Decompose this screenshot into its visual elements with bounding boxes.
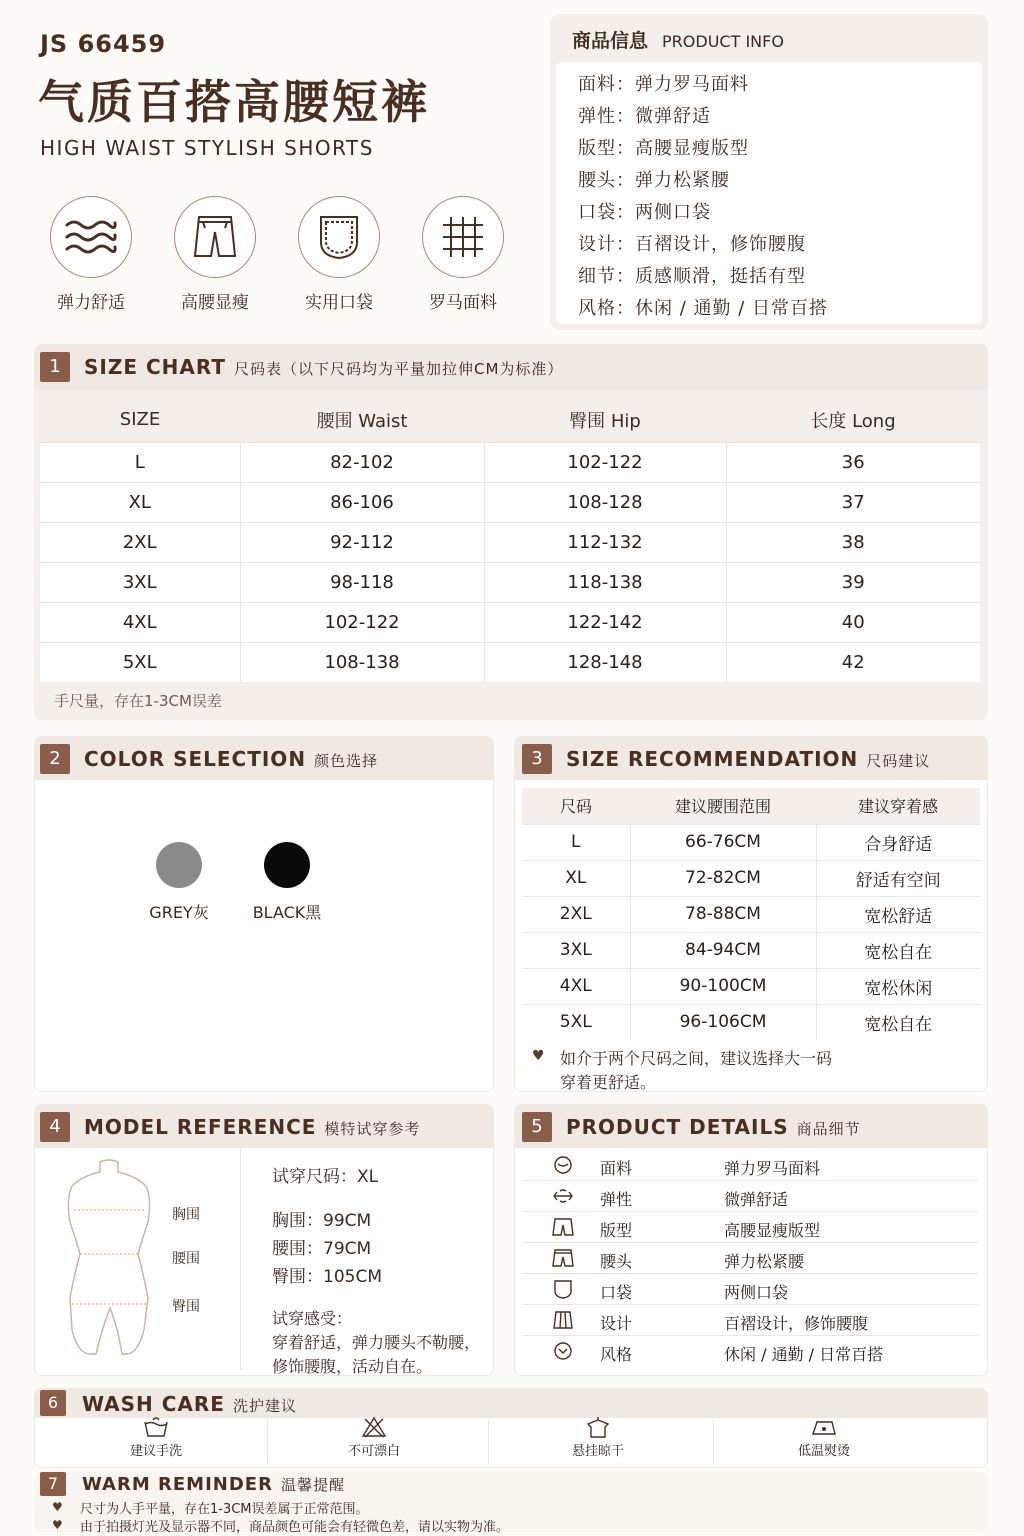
fabric-icon xyxy=(552,1155,574,1175)
detail-key: 面料 xyxy=(600,1159,633,1178)
table-header-row xyxy=(40,398,980,442)
table-cell: 108-138 xyxy=(240,642,484,682)
table-cell: 112-132 xyxy=(484,522,726,562)
style-icon xyxy=(552,1341,574,1361)
section-title-en: MODEL REFERENCE xyxy=(84,1115,317,1139)
feature-label: 高腰显瘦 xyxy=(181,293,249,313)
wash-label: 建议手洗 xyxy=(129,1444,182,1459)
feature-high-waist xyxy=(160,196,270,313)
section-title xyxy=(82,1474,345,1495)
detail-row xyxy=(522,1305,978,1336)
heart-icon: ♥ xyxy=(52,1518,63,1532)
detail-row xyxy=(522,1274,978,1305)
section-title-cn: 洗护建议 xyxy=(232,1397,297,1415)
table-cell: 92-112 xyxy=(240,522,484,562)
size-chart-table xyxy=(40,398,980,682)
table-row xyxy=(40,562,980,602)
table-row xyxy=(40,442,980,482)
color-label-black: BLACK黑 xyxy=(252,903,322,922)
shorts-icon xyxy=(552,1217,574,1237)
detail-key: 弹性 xyxy=(600,1190,633,1209)
info-row: 版型：高腰显瘦版型 xyxy=(578,138,749,159)
wash-label: 不可漂白 xyxy=(347,1444,400,1459)
wash-label: 悬挂晾干 xyxy=(571,1444,624,1459)
detail-row xyxy=(522,1336,978,1367)
table-cell: 42 xyxy=(726,642,980,682)
mannequin-icon xyxy=(62,1158,156,1364)
wash-item-hang-dry xyxy=(488,1416,708,1459)
table-cell: 2XL xyxy=(40,522,240,562)
table-row xyxy=(40,522,980,562)
table-row xyxy=(522,932,980,968)
table-cell: 宽松自在 xyxy=(816,1004,980,1040)
table-cell: L xyxy=(40,442,240,482)
section-title xyxy=(566,1115,861,1139)
feature-pocket xyxy=(284,196,394,313)
table-header: 建议穿着感 xyxy=(816,788,980,824)
table-cell: 102-122 xyxy=(240,602,484,642)
feature-label: 弹力舒适 xyxy=(57,293,125,313)
table-cell: 82-102 xyxy=(240,442,484,482)
table-cell: 96-106CM xyxy=(630,1004,816,1040)
table-row xyxy=(522,860,980,896)
table-cell: 122-142 xyxy=(484,602,726,642)
wave-icon xyxy=(50,196,132,278)
detail-key: 口袋 xyxy=(600,1283,633,1302)
section-title-cn: 模特试穿参考 xyxy=(324,1120,421,1138)
fabric-weave-icon xyxy=(422,196,504,278)
section-title xyxy=(82,1392,297,1416)
shorts-icon xyxy=(174,196,256,278)
detail-value: 微弹舒适 xyxy=(724,1190,789,1209)
detail-value: 百褶设计，修饰腰腹 xyxy=(724,1314,869,1333)
low-iron-icon xyxy=(810,1416,838,1438)
section-number: 4 xyxy=(40,1112,70,1142)
table-row xyxy=(40,642,980,682)
table-cell: 84-94CM xyxy=(630,932,816,968)
info-row: 弹性：微弹舒适 xyxy=(578,106,711,127)
table-row xyxy=(522,1004,980,1040)
section-title-en: WARM REMINDER xyxy=(82,1474,273,1495)
heart-icon: ♥ xyxy=(532,1048,545,1064)
detail-value: 弹力罗马面料 xyxy=(724,1159,821,1178)
info-row: 细节：质感顺滑，挺括有型 xyxy=(578,266,806,287)
section-number: 1 xyxy=(40,352,70,382)
detail-key: 腰头 xyxy=(600,1252,633,1271)
table-cell: 66-76CM xyxy=(630,824,816,860)
pleat-icon xyxy=(552,1310,574,1330)
table-cell: 98-118 xyxy=(240,562,484,602)
feature-label: 罗马面料 xyxy=(429,293,497,313)
table-cell: 5XL xyxy=(40,642,240,682)
table-header-row xyxy=(522,788,980,824)
table-cell: 118-138 xyxy=(484,562,726,602)
section-title-cn: 温馨提醒 xyxy=(280,1476,345,1494)
table-cell: 128-148 xyxy=(484,642,726,682)
feature-stretch xyxy=(36,196,146,313)
info-row: 口袋：两侧口袋 xyxy=(578,202,711,223)
table-cell: 102-122 xyxy=(484,442,726,482)
detail-row xyxy=(522,1181,978,1212)
reminder-line: 尺寸为人手平量，存在1-3CM误差属于正常范围。 xyxy=(80,1502,369,1517)
table-cell: 3XL xyxy=(522,932,630,968)
table-cell: 40 xyxy=(726,602,980,642)
wash-item-low-iron xyxy=(714,1416,934,1459)
sku-code: JS 66459 xyxy=(40,30,167,58)
table-cell: 72-82CM xyxy=(630,860,816,896)
section-number: 5 xyxy=(522,1112,552,1142)
table-cell: 宽松休闲 xyxy=(816,968,980,1004)
color-swatch-black[interactable] xyxy=(264,842,310,888)
wash-label: 低温熨烫 xyxy=(797,1444,850,1459)
table-row xyxy=(522,824,980,860)
table-cell: 36 xyxy=(726,442,980,482)
section-title-en: WASH CARE xyxy=(82,1392,225,1416)
section-title-cn: 颜色选择 xyxy=(314,752,379,770)
feature-fabric xyxy=(408,196,518,313)
feature-label: 实用口袋 xyxy=(305,293,373,313)
table-header: 建议腰围范围 xyxy=(630,788,816,824)
pocket-icon xyxy=(298,196,380,278)
size-recommendation-table xyxy=(522,788,980,1040)
table-cell: XL xyxy=(522,860,630,896)
product-info-title-en: PRODUCT INFO xyxy=(662,32,784,51)
table-row xyxy=(522,968,980,1004)
pocket-icon xyxy=(552,1279,574,1299)
detail-key: 设计 xyxy=(600,1314,633,1333)
table-cell: 108-128 xyxy=(484,482,726,522)
section-title-en: SIZE CHART xyxy=(84,355,227,379)
table-cell: 78-88CM xyxy=(630,896,816,932)
model-bust: 胸围：99CM xyxy=(272,1211,372,1231)
table-header: 长度 Long xyxy=(726,398,980,442)
detail-row xyxy=(522,1212,978,1243)
table-cell: 3XL xyxy=(40,562,240,602)
detail-value: 两侧口袋 xyxy=(724,1283,789,1302)
table-header: 尺码 xyxy=(522,788,630,824)
section-title-cn: 尺码建议 xyxy=(866,752,931,770)
heart-icon: ♥ xyxy=(52,1500,63,1514)
table-cell: 38 xyxy=(726,522,980,562)
table-header: 腰围 Waist xyxy=(240,398,484,442)
model-feel-line2: 修饰腰腹，活动自在。 xyxy=(272,1357,433,1376)
wash-item-no-bleach xyxy=(264,1416,484,1459)
model-hip: 臀围：105CM xyxy=(272,1267,382,1287)
table-cell: 37 xyxy=(726,482,980,522)
table-cell: 合身舒适 xyxy=(816,824,980,860)
section-title-en: SIZE RECOMMENDATION xyxy=(566,747,859,771)
stretch-icon xyxy=(552,1186,574,1206)
detail-value: 休闲 / 通勤 / 日常百搭 xyxy=(724,1345,884,1364)
section-title xyxy=(84,1115,420,1139)
product-subtitle: HIGH WAIST STYLISH SHORTS xyxy=(40,136,374,160)
model-waist: 腰围：79CM xyxy=(272,1239,372,1259)
info-row: 腰头：弹力松紧腰 xyxy=(578,170,730,191)
waistband-icon xyxy=(552,1248,574,1268)
section-number: 2 xyxy=(40,744,70,774)
table-cell: 39 xyxy=(726,562,980,602)
no-bleach-icon xyxy=(361,1416,387,1438)
detail-value: 弹力松紧腰 xyxy=(724,1252,805,1271)
section-title-cn: 商品细节 xyxy=(796,1120,861,1138)
model-feel-line1: 穿着舒适，弹力腰头不勒腰， xyxy=(272,1333,481,1352)
mannequin-label-waist: 腰围 xyxy=(172,1251,200,1267)
section-title-cn: 尺码表（以下尺码均为平量加拉伸CM为标准） xyxy=(234,360,564,378)
section-title xyxy=(566,747,930,771)
model-feel-title: 试穿感受： xyxy=(272,1309,353,1328)
product-info-heading xyxy=(572,26,784,53)
table-cell: 宽松舒适 xyxy=(816,896,980,932)
table-cell: XL xyxy=(40,482,240,522)
table-cell: 4XL xyxy=(40,602,240,642)
color-swatch-grey[interactable] xyxy=(156,842,202,888)
table-cell: 5XL xyxy=(522,1004,630,1040)
info-row: 风格：休闲 / 通勤 / 日常百搭 xyxy=(578,298,829,319)
table-cell: 舒适有空间 xyxy=(816,860,980,896)
detail-key: 风格 xyxy=(600,1345,633,1364)
model-divider xyxy=(240,1148,241,1370)
table-row xyxy=(522,896,980,932)
table-cell: 宽松自在 xyxy=(816,932,980,968)
detail-row xyxy=(522,1150,978,1181)
model-try-size: 试穿尺码：XL xyxy=(272,1167,379,1187)
size-rec-note-line2: 穿着更舒适。 xyxy=(560,1073,657,1092)
detail-row xyxy=(522,1243,978,1274)
table-row xyxy=(40,482,980,522)
table-cell: 90-100CM xyxy=(630,968,816,1004)
section-title xyxy=(84,355,563,379)
detail-key: 版型 xyxy=(600,1221,633,1240)
product-info-title-cn: 商品信息 xyxy=(572,30,649,52)
table-header: SIZE xyxy=(40,398,240,442)
section-title xyxy=(84,747,378,771)
table-cell: 86-106 xyxy=(240,482,484,522)
size-rec-note-line1: 如介于两个尺码之间，建议选择大一码 xyxy=(560,1049,833,1068)
detail-value: 高腰显瘦版型 xyxy=(724,1221,821,1240)
product-title: 气质百搭高腰短裤 xyxy=(38,75,430,129)
section-title-en: COLOR SELECTION xyxy=(84,747,307,771)
table-cell: 2XL xyxy=(522,896,630,932)
section-title-en: PRODUCT DETAILS xyxy=(566,1115,789,1139)
table-row xyxy=(40,602,980,642)
wash-item-hand-wash xyxy=(46,1416,266,1459)
hand-wash-icon xyxy=(143,1416,169,1438)
reminder-line: 由于拍摄灯光及显示器不同，商品颜色可能会有轻微色差，请以实物为准。 xyxy=(80,1520,510,1535)
table-header: 臀围 Hip xyxy=(484,398,726,442)
section-number: 7 xyxy=(40,1472,66,1496)
hang-dry-icon xyxy=(585,1416,611,1438)
color-label-grey: GREY灰 xyxy=(149,903,209,922)
section-number: 6 xyxy=(40,1390,66,1416)
info-row: 面料：弹力罗马面料 xyxy=(578,74,749,95)
size-chart-note: 手尺量，存在1-3CM误差 xyxy=(54,692,222,710)
product-info-panel xyxy=(550,14,988,330)
section-number: 3 xyxy=(522,744,552,774)
mannequin-label-bust: 胸围 xyxy=(172,1207,200,1223)
mannequin-label-hip: 臀围 xyxy=(172,1299,200,1315)
table-cell: L xyxy=(522,824,630,860)
product-info-body xyxy=(556,62,982,324)
table-cell: 4XL xyxy=(522,968,630,1004)
info-row: 设计：百褶设计，修饰腰腹 xyxy=(578,234,806,255)
